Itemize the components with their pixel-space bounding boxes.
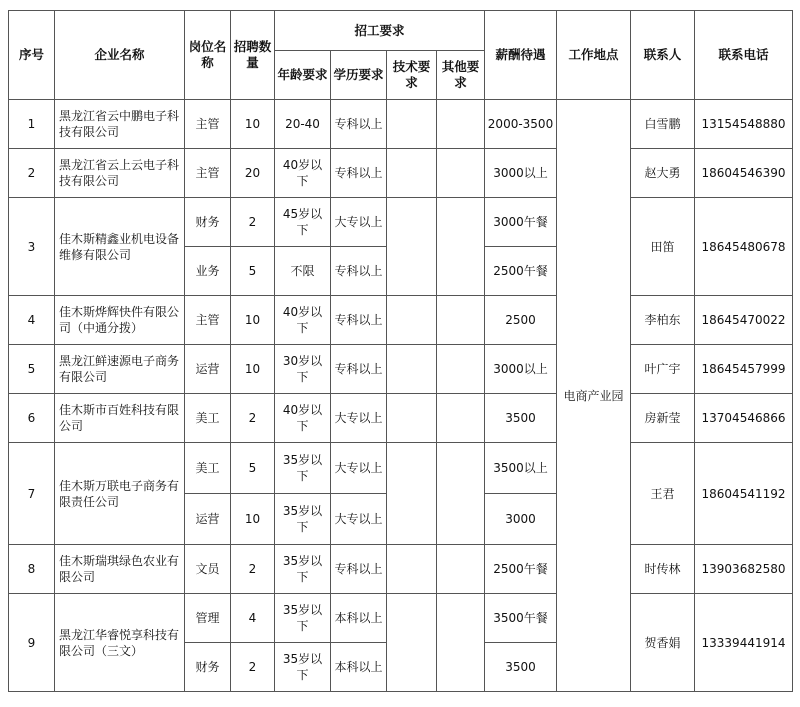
- location-cell: 电商产业园: [557, 100, 631, 692]
- seq-cell: 8: [9, 545, 55, 594]
- company-name-cell: 佳木斯瑞琪绿色农业有限公司: [55, 545, 185, 594]
- education-cell: 专科以上: [331, 296, 387, 345]
- education-cell: 本科以上: [331, 594, 387, 643]
- header-location: 工作地点: [557, 11, 631, 100]
- company-name-cell: 佳木斯市百姓科技有限公司: [55, 394, 185, 443]
- table-row: [9, 296, 793, 345]
- header-company: 企业名称: [55, 11, 185, 100]
- skill-cell: [387, 394, 437, 443]
- header-contact: 联系人: [631, 11, 695, 100]
- salary-cell: 3500午餐: [485, 594, 557, 643]
- other-cell: [437, 394, 485, 443]
- company-name-cell: 黑龙江鲜速源电子商务有限公司: [55, 345, 185, 394]
- salary-cell: 3000以上: [485, 149, 557, 198]
- count-cell: 10: [231, 100, 275, 149]
- recruitment-table: [8, 10, 793, 692]
- seq-cell: 5: [9, 345, 55, 394]
- count-cell: 5: [231, 443, 275, 494]
- header-age: 年龄要求: [275, 51, 331, 100]
- company-name-cell: 佳木斯万联电子商务有限责任公司: [55, 443, 185, 545]
- header-skill: 技术要求: [387, 51, 437, 100]
- company-name-cell: 黑龙江省云中鹏电子科技有限公司: [55, 100, 185, 149]
- position-cell: 主管: [185, 149, 231, 198]
- phone-cell: 18645470022: [695, 296, 793, 345]
- table-row: [9, 443, 793, 494]
- education-cell: 本科以上: [331, 643, 387, 692]
- count-cell: 10: [231, 494, 275, 545]
- count-cell: 2: [231, 394, 275, 443]
- count-cell: 2: [231, 545, 275, 594]
- education-cell: 大专以上: [331, 494, 387, 545]
- skill-cell: [387, 149, 437, 198]
- seq-cell: 4: [9, 296, 55, 345]
- contact-cell: 王君: [631, 443, 695, 545]
- position-cell: 文员: [185, 545, 231, 594]
- position-cell: 财务: [185, 198, 231, 247]
- skill-cell: [387, 443, 437, 545]
- count-cell: 2: [231, 198, 275, 247]
- recruitment-table-wrapper: [8, 10, 793, 692]
- salary-cell: 3500: [485, 394, 557, 443]
- phone-cell: 18604546390: [695, 149, 793, 198]
- table-row: [9, 198, 793, 247]
- company-name-cell: 佳木斯精鑫业机电设备维修有限公司: [55, 198, 185, 296]
- contact-cell: 叶广宇: [631, 345, 695, 394]
- age-cell: 20-40: [275, 100, 331, 149]
- salary-cell: 2500午餐: [485, 247, 557, 296]
- other-cell: [437, 594, 485, 692]
- age-cell: 35岁以下: [275, 545, 331, 594]
- position-cell: 主管: [185, 100, 231, 149]
- count-cell: 2: [231, 643, 275, 692]
- education-cell: 专科以上: [331, 247, 387, 296]
- other-cell: [437, 443, 485, 545]
- age-cell: 不限: [275, 247, 331, 296]
- contact-cell: 白雪鹏: [631, 100, 695, 149]
- salary-cell: 2500: [485, 296, 557, 345]
- phone-cell: 18645480678: [695, 198, 793, 296]
- count-cell: 4: [231, 594, 275, 643]
- skill-cell: [387, 198, 437, 296]
- other-cell: [437, 296, 485, 345]
- header-education: 学历要求: [331, 51, 387, 100]
- table-row: [9, 545, 793, 594]
- count-cell: 20: [231, 149, 275, 198]
- salary-cell: 2500午餐: [485, 545, 557, 594]
- position-cell: 业务: [185, 247, 231, 296]
- other-cell: [437, 100, 485, 149]
- other-cell: [437, 149, 485, 198]
- company-name-cell: 佳木斯烨辉快件有限公司（中通分拨）: [55, 296, 185, 345]
- contact-cell: 房新莹: [631, 394, 695, 443]
- age-cell: 35岁以下: [275, 594, 331, 643]
- age-cell: 40岁以下: [275, 296, 331, 345]
- contact-cell: 李柏东: [631, 296, 695, 345]
- phone-cell: 13154548880: [695, 100, 793, 149]
- seq-cell: 6: [9, 394, 55, 443]
- salary-cell: 3000: [485, 494, 557, 545]
- count-cell: 5: [231, 247, 275, 296]
- salary-cell: 3500: [485, 643, 557, 692]
- phone-cell: 13339441914: [695, 594, 793, 692]
- position-cell: 运营: [185, 494, 231, 545]
- contact-cell: 贺香娟: [631, 594, 695, 692]
- age-cell: 40岁以下: [275, 394, 331, 443]
- seq-cell: 1: [9, 100, 55, 149]
- age-cell: 45岁以下: [275, 198, 331, 247]
- age-cell: 35岁以下: [275, 494, 331, 545]
- table-row: [9, 149, 793, 198]
- education-cell: 专科以上: [331, 345, 387, 394]
- other-cell: [437, 198, 485, 296]
- phone-cell: 18645457999: [695, 345, 793, 394]
- salary-cell: 3000午餐: [485, 198, 557, 247]
- education-cell: 大专以上: [331, 394, 387, 443]
- company-name-cell: 黑龙江省云上云电子科技有限公司: [55, 149, 185, 198]
- header-count: 招聘数量: [231, 11, 275, 100]
- age-cell: 35岁以下: [275, 643, 331, 692]
- age-cell: 30岁以下: [275, 345, 331, 394]
- phone-cell: 13903682580: [695, 545, 793, 594]
- header-salary: 薪酬待遇: [485, 11, 557, 100]
- skill-cell: [387, 594, 437, 692]
- seq-cell: 7: [9, 443, 55, 545]
- other-cell: [437, 345, 485, 394]
- count-cell: 10: [231, 296, 275, 345]
- phone-cell: 18604541192: [695, 443, 793, 545]
- education-cell: 专科以上: [331, 149, 387, 198]
- header-position: 岗位名称: [185, 11, 231, 100]
- age-cell: 40岁以下: [275, 149, 331, 198]
- header-requirements: 招工要求: [275, 11, 485, 51]
- position-cell: 管理: [185, 594, 231, 643]
- other-cell: [437, 545, 485, 594]
- table-row: [9, 394, 793, 443]
- phone-cell: 13704546866: [695, 394, 793, 443]
- position-cell: 主管: [185, 296, 231, 345]
- education-cell: 大专以上: [331, 443, 387, 494]
- header-other: 其他要求: [437, 51, 485, 100]
- skill-cell: [387, 545, 437, 594]
- salary-cell: 3500以上: [485, 443, 557, 494]
- table-row: [9, 594, 793, 643]
- count-cell: 10: [231, 345, 275, 394]
- position-cell: 美工: [185, 394, 231, 443]
- skill-cell: [387, 100, 437, 149]
- table-row: [9, 345, 793, 394]
- seq-cell: 3: [9, 198, 55, 296]
- education-cell: 专科以上: [331, 100, 387, 149]
- position-cell: 美工: [185, 443, 231, 494]
- table-row: [9, 100, 793, 149]
- seq-cell: 2: [9, 149, 55, 198]
- company-name-cell: 黑龙江华睿悦享科技有限公司（三文）: [55, 594, 185, 692]
- contact-cell: 赵大勇: [631, 149, 695, 198]
- contact-cell: 田笛: [631, 198, 695, 296]
- position-cell: 财务: [185, 643, 231, 692]
- age-cell: 35岁以下: [275, 443, 331, 494]
- salary-cell: 2000-3500: [485, 100, 557, 149]
- skill-cell: [387, 345, 437, 394]
- salary-cell: 3000以上: [485, 345, 557, 394]
- position-cell: 运营: [185, 345, 231, 394]
- skill-cell: [387, 296, 437, 345]
- education-cell: 专科以上: [331, 545, 387, 594]
- header-seq: 序号: [9, 11, 55, 100]
- contact-cell: 时传林: [631, 545, 695, 594]
- header-phone: 联系电话: [695, 11, 793, 100]
- seq-cell: 9: [9, 594, 55, 692]
- education-cell: 大专以上: [331, 198, 387, 247]
